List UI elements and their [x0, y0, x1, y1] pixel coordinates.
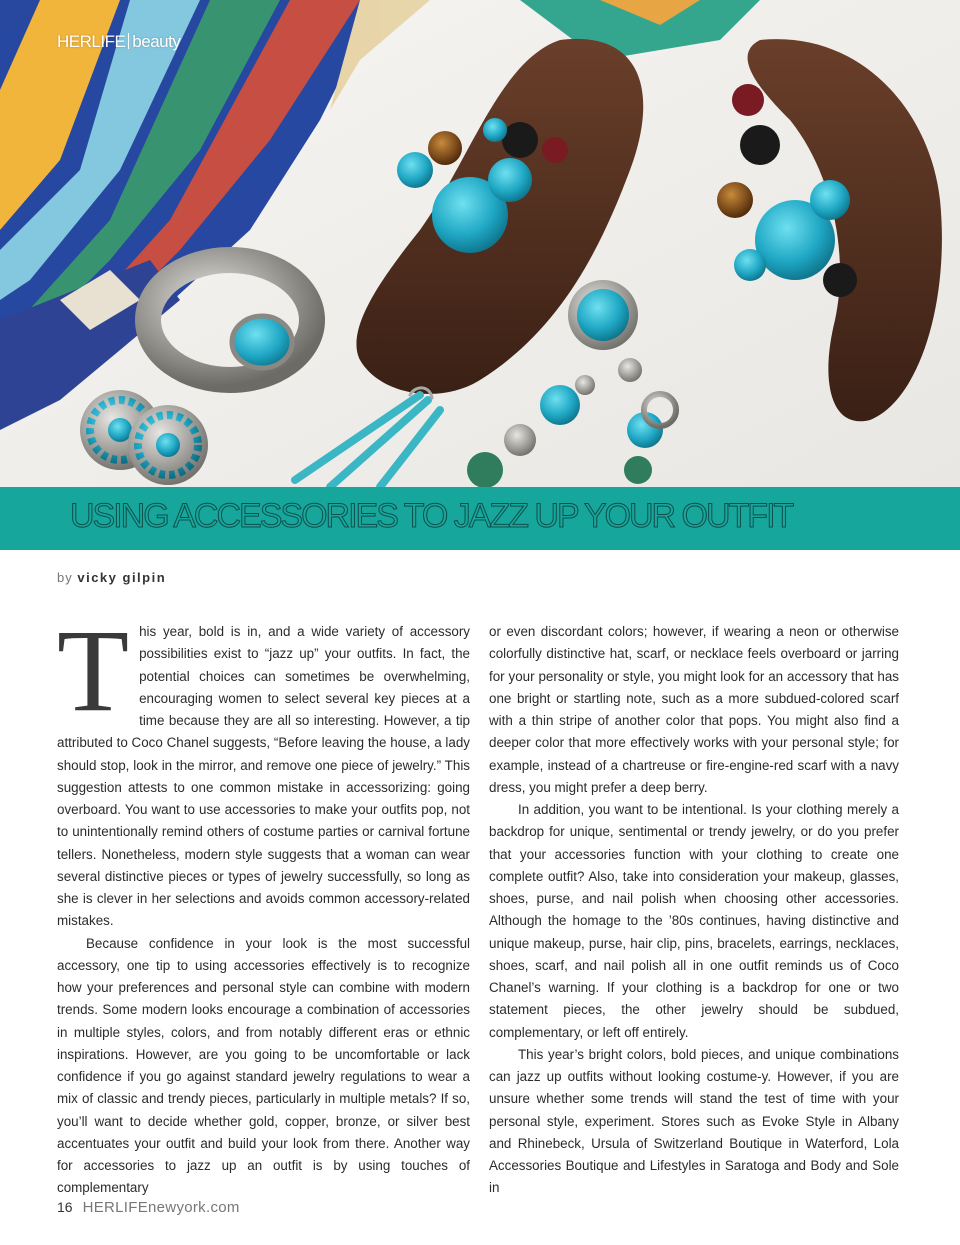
page-footer	[57, 1199, 240, 1216]
byline-prefix: by	[57, 570, 73, 585]
turquoise-ring-shape	[568, 280, 638, 350]
section-divider	[128, 33, 129, 49]
article-paragraph: This year’s bright colors, bold pieces, and unique combinations can jazz up outfits without looking costume-y. However, if you are unsure whether some trends will stand the test of time with your personal style, experiment. Stores such as Evoke Style in Albany and Rhinebeck, Ursula of Switzerland Boutique in Waterford, Lola Accessories Boutique and Lifestyles in Saratoga and Body and Sole in	[489, 1046, 899, 1196]
section-brand: HERLIFE	[57, 32, 126, 51]
article-paragraph: or even discordant colors; however, if wearing a neon or otherwise colorfully distinctive hat, scarf, or necklace feels overboard or jarring for your personality or style, you might look for an accessory that has one bright or startling note, such as a more subdued-colored scarf with a thin stripe of another color that pops. You might also find a deeper color that more effectively works with your personal style; for example, instead of a chartreuse or fire-engine-red scarf with a navy dress, you might prefer a deep berry.	[489, 624, 899, 795]
paragraph-text: his year, bold is in, and a wide variety of accessory possibilities exist to “jazz up” your outfits. In fact, the potential choices can sometimes be overwhelming, encouraging women to select several key pieces at a time because they are all so interesting. However, a tip attributed to Coco Chanel suggests, “Before leaving the house, a lady should stop, look in the mirror, and remove one piece of jewelry.” This suggestion attests to one common mistake in accessorizing: going overboard. You want to use accessories to make your outfits pop, not to unintentionally remind others of costume parties or carnival fortune tellers. Nonetheless, modern style suggests that a woman can wear several distinctive pieces or types of jewelry successfully, so long as she is clever in her selections and avoids common accessory-related mistakes.	[57, 624, 470, 929]
article-paragraph: Because confidence in your look is the most successful accessory, one tip to using accessories effectively is to recognize how your preferences and personal style can combine with modern trends. Some modern looks encourage a combination of accessories in multiple styles, colors, and from notably different eras or ethnic inspirations. However, are you going to be uncomfortable or lack confidence if you go against standard jewelry regulations to wear a mix of classic and trendy pieces, particularly in multiple metals? If so, you’ll want to decide whether gold, copper, bronze, or silver best accentuates your outfit and build your look from there. Another way for accessories to jazz up an outfit is by using touches of complementary	[57, 935, 470, 1196]
article-title: USING ACCESSORIES TO JAZZ UP YOUR OUTFIT	[70, 497, 793, 535]
website-link[interactable]: HERLIFEnewyork.com	[82, 1199, 240, 1216]
byline	[57, 570, 166, 585]
article-paragraph: In addition, you want to be intentional. Is your clothing merely a backdrop for unique, sentimental or trendy jewelry, or do you prefer that your accessories function with your clothing to create one complete outfit? Also, take into consideration your makeup, glasses, shoes, purse, and nail polish when choosing other accessories. Although the homage to the ’80s continues, having distinctive and unique makeup, purse, hair clip, pins, bracelets, earrings, necklaces, shoes, scarf, and nail polish all in one outfit reminds us of Coco Chanel’s warning. If your clothing is a backdrop for one or two statement pieces, the other jewelry should be subdued, complementary, or left off entirely.	[489, 802, 899, 1040]
drop-cap: T	[57, 605, 130, 736]
article-paragraph	[57, 605, 470, 933]
author-name: vicky gilpin	[77, 570, 167, 585]
section-label	[57, 32, 180, 52]
article-column-right	[489, 621, 899, 1200]
section-name: beauty	[132, 32, 181, 51]
article-column-left	[57, 605, 470, 1200]
title-band	[0, 487, 960, 550]
accessories-photo-icon	[0, 0, 960, 487]
hero-photo	[0, 0, 960, 487]
page-number: 16	[57, 1199, 73, 1215]
